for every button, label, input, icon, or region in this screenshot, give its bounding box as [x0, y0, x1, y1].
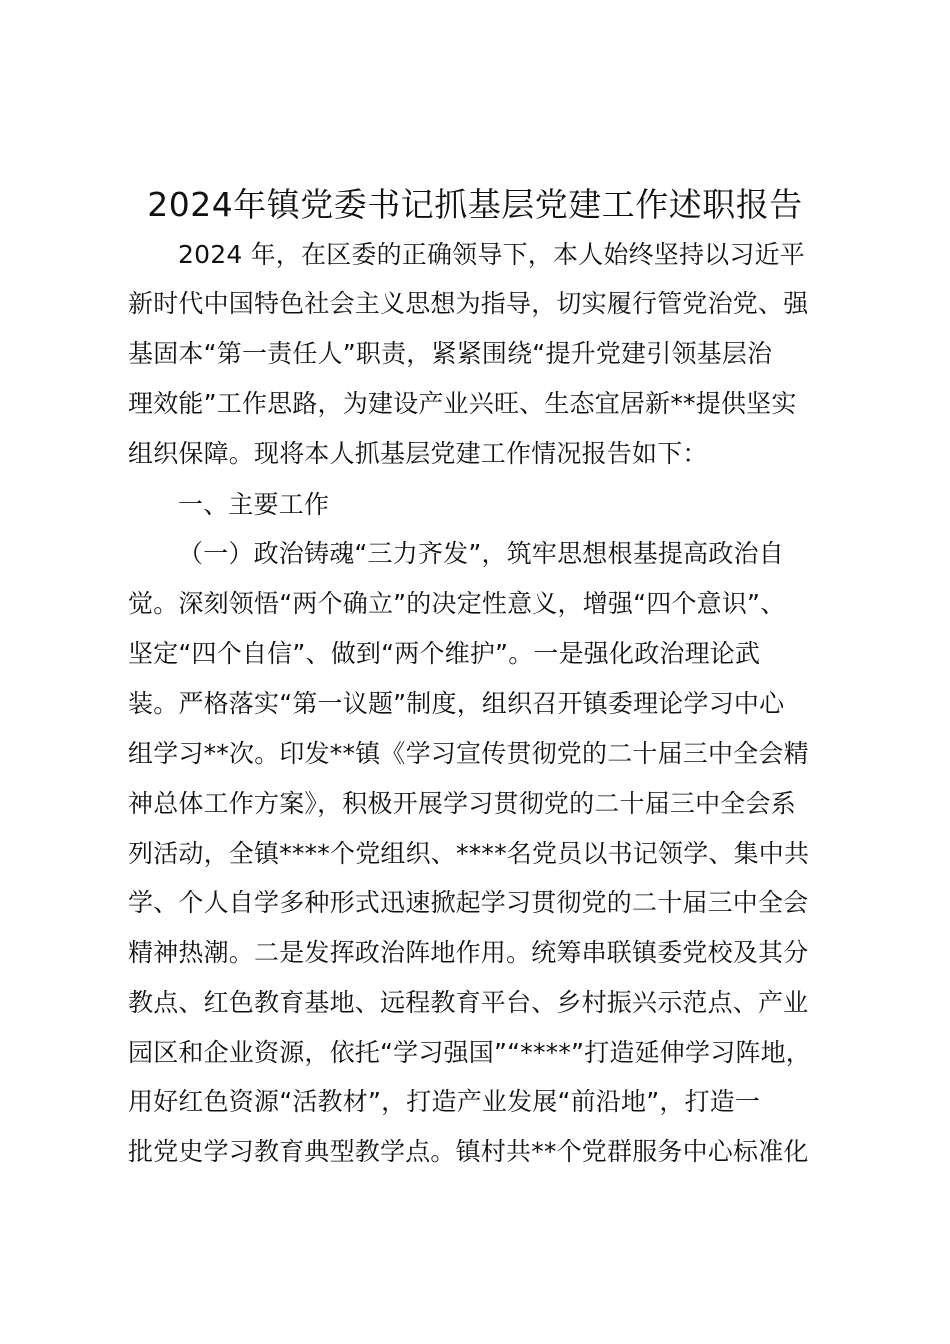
paragraph-line: 2024 年，在区委的正确领导下，本人始终坚持以习近平 [178, 240, 805, 269]
paragraph-line: 新时代中国特色社会主义思想为指导，切实履行管党治党、强 [128, 289, 809, 318]
paragraph-line: 精神热潮。二是发挥政治阵地作用。统筹串联镇委党校及其分 [128, 938, 809, 967]
paragraph-line: 教点、红色教育基地、远程教育平台、乡村振兴示范点、产业 [128, 988, 809, 1017]
document-title: 2024年镇党委书记抓基层党建工作述职报告 [147, 185, 803, 224]
paragraph-line: 园区和企业资源，依托“学习强国”“****”打造延伸学习阵地， [128, 1038, 812, 1067]
paragraph-line: 神总体工作方案》，积极开展学习贯彻党的二十届三中全会系 [128, 789, 796, 818]
paragraph-line: 坚定“四个自信”、做到“两个维护”。一是强化政治理论武 [128, 639, 761, 668]
subsection-heading-line: （一）政治铸魂“三力齐发”，筑牢思想根基提高政治自 [178, 539, 784, 568]
paragraph-line: 理效能”工作思路，为建设产业兴旺、生态宜居新**提供坚实 [128, 389, 797, 418]
paragraph-line: 批党史学习教育典型教学点。镇村共**个党群服务中心标准化 [128, 1137, 809, 1166]
paragraph-line: 组学习**次。印发**镇《学习宣传贯彻党的二十届三中全会精 [128, 739, 809, 768]
section-heading: 一、主要工作 [178, 490, 330, 519]
paragraph-line: 基固本“第一责任人”职责，紧紧围绕“提升党建引领基层治 [128, 339, 773, 368]
paragraph-line: 装。严格落实“第一议题”制度，组织召开镇委理论学习中心 [128, 689, 785, 718]
paragraph-line: 用好红色资源“活教材”，打造产业发展“前沿地”，打造一 [128, 1087, 761, 1116]
paragraph-line: 列活动，全镇****个党组织、****名党员以书记领学、集中共 [128, 839, 810, 868]
paragraph-line: 学、个人自学多种形式迅速掀起学习贯彻党的二十届三中全会 [128, 888, 809, 917]
paragraph-line: 组织保障。现将本人抓基层党建工作情况报告如下： [128, 439, 708, 468]
paragraph-line: 觉。深刻领悟“两个确立”的决定性意义，增强“四个意识”、 [128, 589, 786, 618]
